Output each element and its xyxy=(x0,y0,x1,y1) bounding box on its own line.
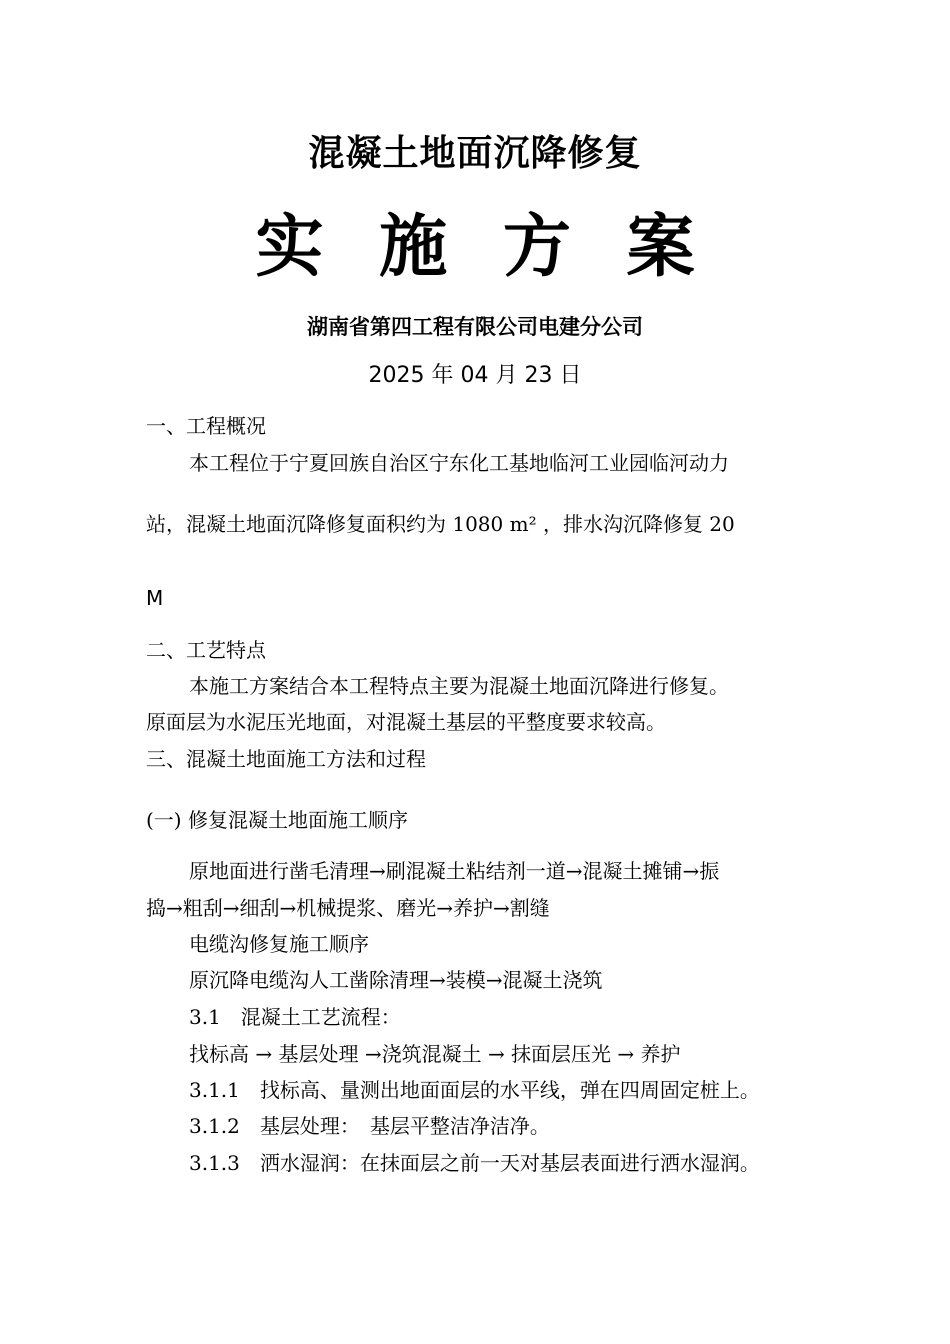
cable-trench-heading: 电缆沟修复施工顺序 xyxy=(189,932,369,956)
item-3-1-1: 3.1.1 找标高、量测出地面面层的水平线，弹在四周固定桩上。 xyxy=(189,1078,760,1102)
section1-paragraph-line3: M xyxy=(146,586,164,610)
subsection1-line2: 捣→粗刮→细刮→机械提浆、磨光→养护→割缝 xyxy=(146,896,550,920)
section1-heading: 一、工程概况 xyxy=(146,414,266,438)
company-name: 湖南省第四工程有限公司电建分公司 xyxy=(307,314,643,339)
subsection1-heading: (一) 修复混凝土地面施工顺序 xyxy=(146,808,408,832)
section2-paragraph-line1: 本施工方案结合本工程特点主要为混凝土地面沉降进行修复。 xyxy=(189,674,729,698)
document-title: 混凝土地面沉降修复 xyxy=(308,132,642,174)
subsection1-line1: 原地面进行凿毛清理→刷混凝土粘结剂一道→混凝土摊铺→振 xyxy=(189,859,720,883)
section2-heading: 二、工艺特点 xyxy=(146,638,266,662)
document-subtitle: 实 施 方 案 xyxy=(255,207,711,287)
item-3-1-3: 3.1.3 洒水湿润：在抹面层之前一天对基层表面进行洒水湿润。 xyxy=(189,1151,760,1175)
section1-paragraph-line2: 站，混凝土地面沉降修复面积约为 1080 m² ，排水沟沉降修复 20 xyxy=(146,512,735,536)
cable-trench-sequence: 原沉降电缆沟人工凿除清理→装模→混凝土浇筑 xyxy=(189,968,603,992)
section2-paragraph-line2: 原面层为水泥压光地面，对混凝土基层的平整度要求较高。 xyxy=(146,710,666,734)
document-date: 2025 年 04 月 23 日 xyxy=(368,363,582,388)
section3-heading: 三、混凝土地面施工方法和过程 xyxy=(146,747,426,771)
section1-paragraph-line1: 本工程位于宁夏回族自治区宁东化工基地临河工业园临河动力 xyxy=(189,451,729,475)
process-flow: 找标高 → 基层处理 →浇筑混凝土 → 抹面层压光 → 养护 xyxy=(189,1042,681,1066)
item-3-1-2: 3.1.2 基层处理： 基层平整洁净洁净。 xyxy=(189,1114,550,1138)
item-3-1: 3.1 混凝土工艺流程： xyxy=(189,1005,401,1029)
